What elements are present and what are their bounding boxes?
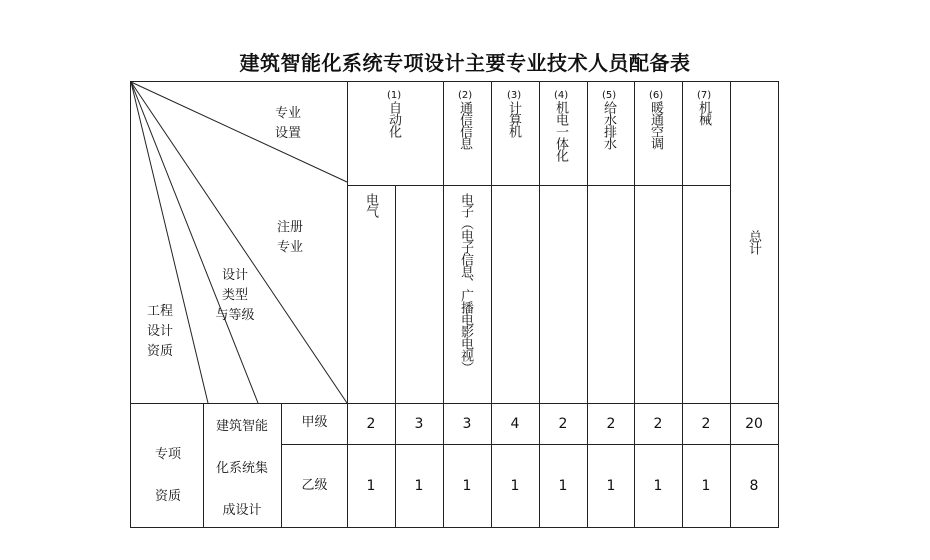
header-design-type-grade: 设计 类型 与等级 — [215, 268, 255, 323]
table-cell: 1 — [558, 478, 568, 494]
table-cell: 3 — [462, 416, 472, 432]
column-header-automation: 自动化 — [386, 101, 401, 137]
table-cell: 3 — [414, 416, 424, 432]
table-cell: 1 — [701, 478, 711, 494]
total-cell: 8 — [749, 478, 759, 494]
qualification-label: 专项 资质 — [154, 447, 181, 504]
column-header-communication: 通信信息 — [457, 101, 472, 149]
column-number: (4) — [554, 90, 569, 101]
table-cell: 4 — [510, 416, 520, 432]
column-header-hvac: 暖通空调 — [648, 101, 663, 149]
column-number: (1) — [387, 90, 402, 101]
table-cell: 2 — [606, 416, 616, 432]
registered-electrical: 电气 — [363, 193, 378, 217]
column-number: (5) — [602, 90, 617, 101]
diagonal-1 — [131, 82, 347, 182]
table-cell: 1 — [414, 478, 424, 494]
table-cell: 1 — [653, 478, 663, 494]
column-header-water-supply: 给水排水 — [601, 101, 616, 149]
column-number: (3) — [507, 90, 522, 101]
header-engineering-qualification: 工程 设计 资质 — [146, 304, 173, 359]
header-registered-major: 注册 专业 — [276, 220, 303, 255]
table-cell: 2 — [558, 416, 568, 432]
total-header: 总计 — [746, 230, 761, 254]
grade-b: 乙级 — [301, 478, 328, 493]
header-major-setting: 专业 设置 — [274, 106, 301, 141]
table-cell: 1 — [606, 478, 616, 494]
registered-electronic: 电子（电子信息、广播电影电视） — [458, 193, 473, 373]
column-header-mechanical: 机械 — [696, 101, 711, 125]
total-cell: 20 — [745, 416, 763, 432]
column-header-mechatronics: 机电一体化 — [553, 101, 568, 161]
table-cell: 1 — [366, 478, 376, 494]
table-cell: 2 — [701, 416, 711, 432]
table-cell: 2 — [366, 416, 376, 432]
column-number: (6) — [649, 90, 664, 101]
design-type-label: 建筑智能 化系统集 成设计 — [215, 419, 268, 518]
table-cell: 2 — [653, 416, 663, 432]
grade-a: 甲级 — [301, 415, 328, 430]
column-header-computer: 计算机 — [506, 101, 521, 137]
page-title: 建筑智能化系统专项设计主要专业技术人员配备表 — [239, 51, 691, 75]
column-number: (7) — [697, 90, 712, 101]
column-number: (2) — [458, 90, 473, 101]
table-cell: 1 — [510, 478, 520, 494]
table-cell: 1 — [462, 478, 472, 494]
